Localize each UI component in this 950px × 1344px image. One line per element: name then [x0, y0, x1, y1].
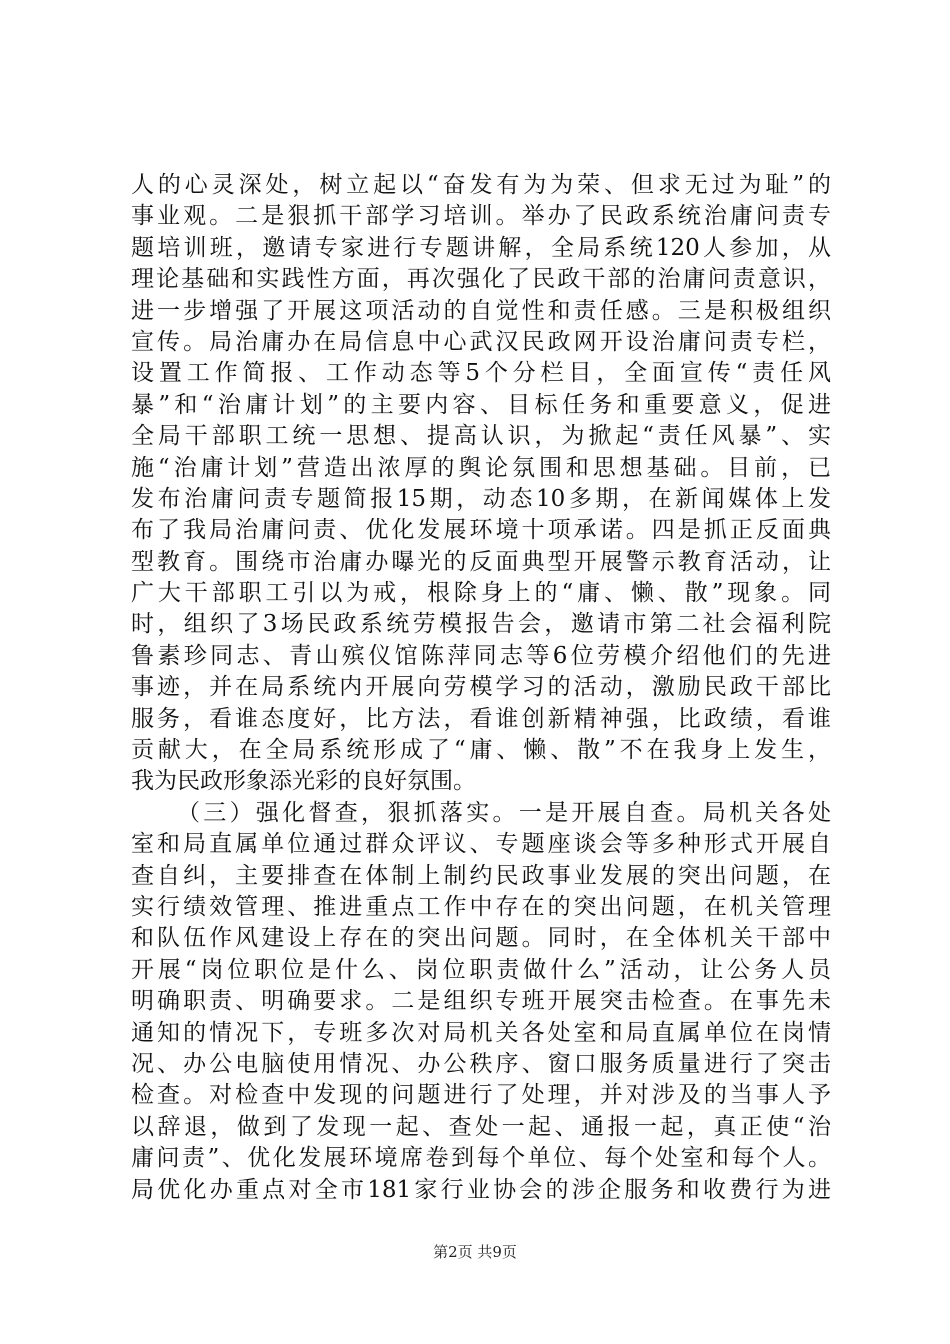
text-line: 发布治庸问责专题简报15期，动态10多期，在新闻媒体上发 — [131, 485, 831, 512]
text-line: 实行绩效管理、推进重点工作中存在的突出问题，在机关管理 — [131, 893, 831, 920]
page-number-footer: 第2页 共9页 — [433, 1243, 517, 1261]
paragraph-end-line: 我为民政形象添光彩的良好氛围。 — [131, 768, 476, 795]
text-line: 鲁素珍同志、青山殡仪馆陈萍同志等6位劳模介绍他们的先进 — [131, 642, 831, 669]
text-line: 题培训班，邀请专家进行专题讲解，全局系统120人参加，从 — [131, 234, 831, 261]
text-line: 暴”和“治庸计划”的主要内容、目标任务和重要意义，促进 — [131, 391, 831, 418]
text-line: 室和局直属单位通过群众评议、专题座谈会等多种形式开展自 — [131, 831, 831, 858]
text-line: 事迹，并在局系统内开展向劳模学习的活动，激励民政干部比 — [131, 674, 831, 701]
text-line: 设置工作简报、工作动态等5个分栏目，全面宣传“责任风 — [131, 360, 831, 387]
text-line: 事业观。二是狠抓干部学习培训。举办了民政系统治庸问责专 — [131, 203, 831, 230]
text-line: 型教育。围绕市治庸办曝光的反面典型开展警示教育活动，让 — [131, 548, 831, 575]
text-line: 庸问责”、优化发展环境席卷到每个单位、每个处室和每个人。 — [131, 1145, 831, 1172]
text-line: 布了我局治庸问责、优化发展环境十项承诺。四是抓正反面典 — [131, 517, 831, 544]
text-line: 理论基础和实践性方面，再次强化了民政干部的治庸问责意识， — [131, 266, 831, 293]
text-line: 服务，看谁态度好，比方法，看谁创新精神强，比政绩，看谁 — [131, 705, 831, 732]
text-line: 通知的情况下，专班多次对局机关各处室和局直属单位在岗情 — [131, 1019, 831, 1046]
text-line: 明确职责、明确要求。二是组织专班开展突击检查。在事先未 — [131, 988, 831, 1015]
text-line: 查自纠，主要排查在体制上制约民政事业发展的突出问题，在 — [131, 862, 831, 889]
text-line: 施“治庸计划”营造出浓厚的舆论氛围和思想基础。目前，已 — [131, 454, 831, 481]
text-line: 宣传。局治庸办在局信息中心武汉民政网开设治庸问责专栏， — [131, 328, 831, 355]
text-line: 以辞退，做到了发现一起、查处一起、通报一起，真正使“治 — [131, 1113, 831, 1140]
document-body — [131, 170, 831, 1206]
section-heading-line: （三）强化督查，狠抓落实。一是开展自查。局机关各处 — [177, 799, 831, 826]
text-line: 检查。对检查中发现的问题进行了处理，并对涉及的当事人予 — [131, 1082, 831, 1109]
text-line: 开展“岗位职位是什么、岗位职责做什么”活动，让公务人员 — [131, 956, 831, 983]
text-line: 局优化办重点对全市181家行业协会的涉企服务和收费行为进 — [131, 1176, 831, 1203]
text-line: 和队伍作风建设上存在的突出问题。同时，在全体机关干部中 — [131, 925, 831, 952]
text-line: 进一步增强了开展这项活动的自觉性和责任感。三是积极组织 — [131, 297, 831, 324]
text-line: 况、办公电脑使用情况、办公秩序、窗口服务质量进行了突击 — [131, 1050, 831, 1077]
text-line: 时，组织了3场民政系统劳模报告会，邀请市第二社会福利院 — [131, 611, 831, 638]
text-line: 人的心灵深处，树立起以“奋发有为为荣、但求无过为耻”的 — [131, 172, 831, 198]
text-line: 贡献大，在全局系统形成了“庸、懒、散”不在我身上发生， — [131, 737, 831, 764]
text-line: 广大干部职工引以为戒，根除身上的“庸、懒、散”现象。同 — [131, 580, 831, 607]
text-line: 全局干部职工统一思想、提高认识，为掀起“责任风暴”、实 — [131, 423, 831, 450]
